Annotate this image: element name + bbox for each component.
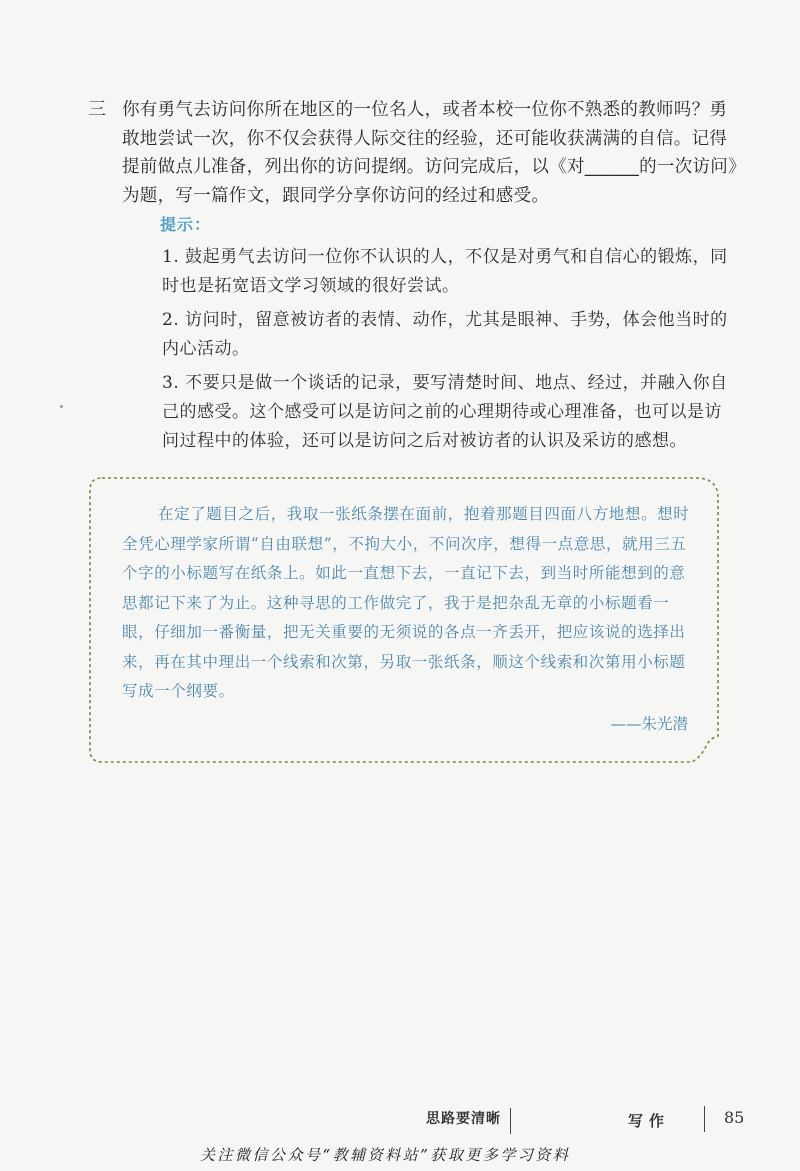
writing-exercise xyxy=(88,96,738,456)
quote-box xyxy=(88,476,728,764)
exercise-prompt: 你有勇气去访问你所在地区的一位名人，或者本校一位你不熟悉的教师吗？勇敢地尝试一次，你不仅会获得人际交往的经验，还可能收获满满的自信。记得提前做点儿准备，列出你的访问提纲。访问完成后，以《对______的一次访问》为题，写一篇作文，跟同学分享你访问的经过和感受。 xyxy=(122,100,738,206)
watermark-text: 关注微信公众号“教辅资料站”获取更多学习资料 xyxy=(200,1146,571,1164)
quote-author: ——朱光潜 xyxy=(610,715,688,733)
hint-item xyxy=(122,369,738,456)
quote-text: 在定了题目之后，我取一张纸条摆在面前，抱着那题目四面八方地想。想时全凭心理学家所谓“自由联想”，不拘大小，不问次序，想得一点意思，就用三五个字的小标题写在纸条上。如此一直想下去，一直记下去，到当时所能想到的意思都记下来了为止。这种寻思的工作做完了，我于是把杂乱无章的小标题看一眼，仔细加一番衡量，把无关重要的无须说的各点一齐丢开，把应该说的选择出来，再在其中理出一个线索和次第，另取一张纸条，顺这个线索和次第用小标题写成一个纲要。 xyxy=(122,505,690,700)
hint-title: 提示： xyxy=(160,215,212,234)
page-number: 85 xyxy=(724,1108,745,1127)
hint-text: 2. 访问时，留意被访者的表情、动作，尤其是眼神、手势，体会他当时的内心活动。 xyxy=(162,310,728,359)
hint-text: 3. 不要只是做一个谈话的记录，要写清楚时间、地点、经过，并融入你自己的感受。这个感受可以是访问之前的心理期待或心理准备，也可以是访问过程中的体验，还可以是访问之后对被访者的认识及采访的感想。 xyxy=(162,373,728,451)
footer-section-title: 思路要清晰 xyxy=(426,1111,501,1127)
footer-divider xyxy=(510,1108,511,1134)
footer-divider xyxy=(704,1106,705,1132)
hint-text: 1. 鼓起勇气去访问一位你不认识的人，不仅是对勇气和自信心的锻炼，同时也是拓宽语文学习领域的很好尝试。 xyxy=(162,247,728,296)
scan-speck xyxy=(60,405,63,408)
hint-item xyxy=(122,243,738,301)
hint-item xyxy=(122,306,738,364)
footer-unit-title: 写作 xyxy=(628,1112,671,1130)
exercise-number: 三 xyxy=(88,99,106,120)
